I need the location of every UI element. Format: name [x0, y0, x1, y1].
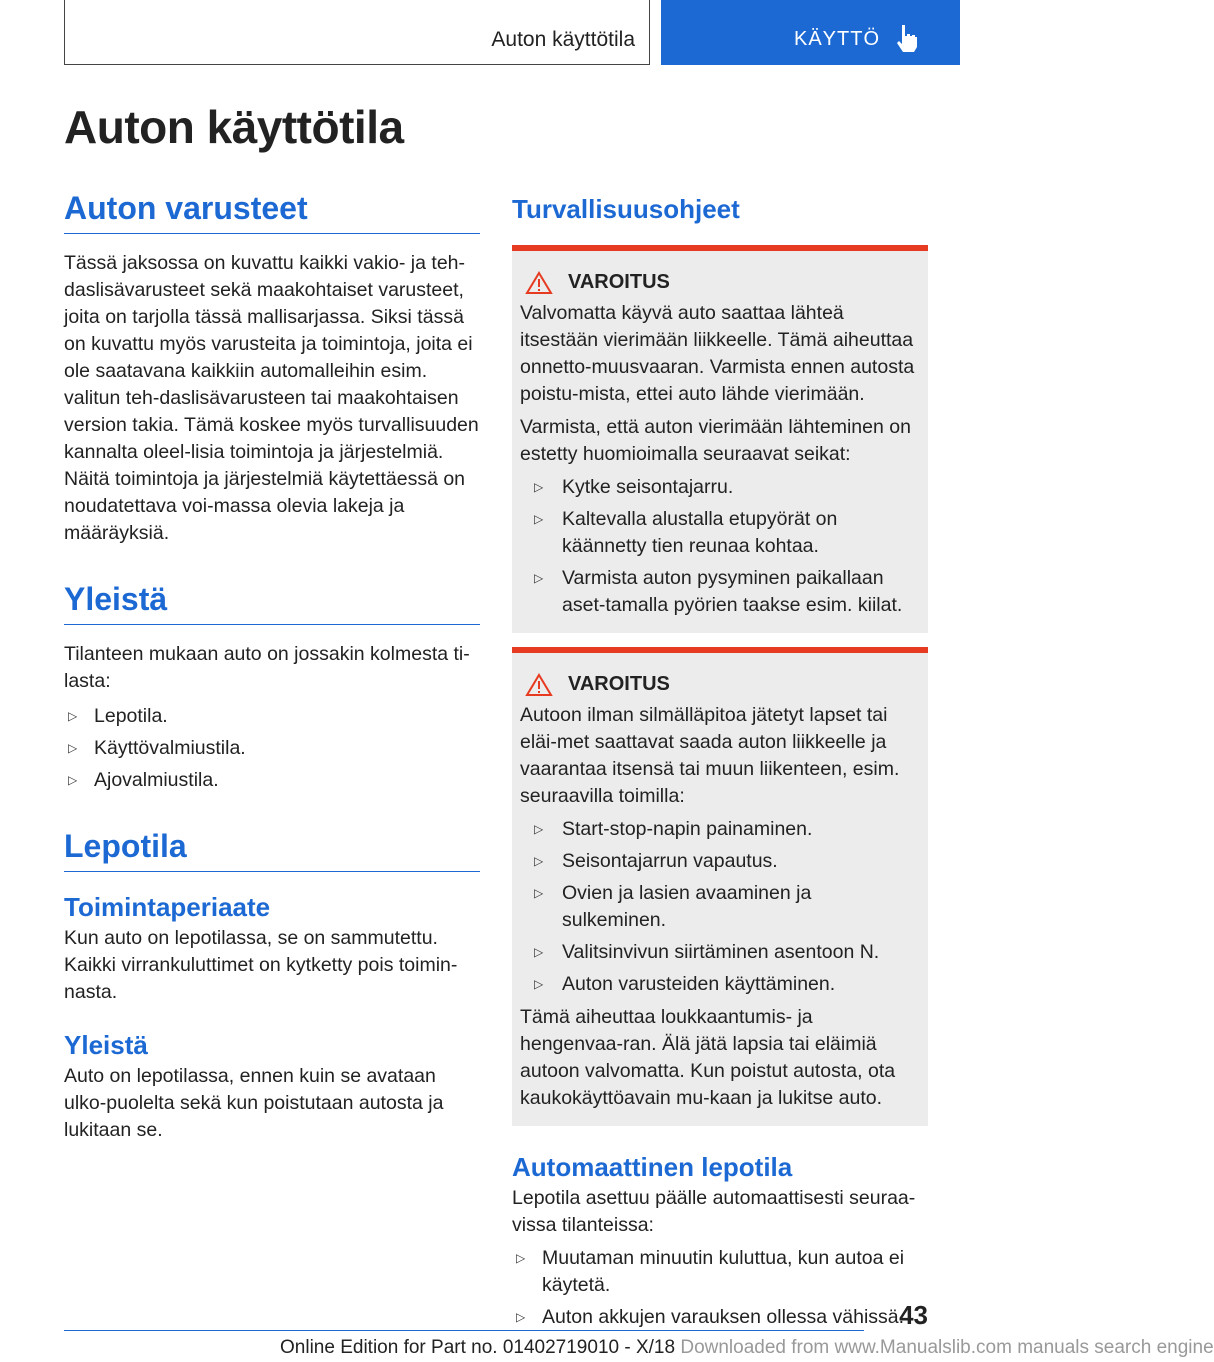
heading-rest: Lepotila [64, 828, 480, 872]
warning-title-1: VAROITUS [520, 271, 920, 294]
header-chapter-title: KÄYTTÖ [794, 28, 881, 50]
warning2-list [520, 816, 920, 998]
list-item: ▷ Varmista auton pysyminen paikallaan aset-tamalla pyörien taakse esim. kiilat. [520, 565, 920, 619]
heading-equipment: Auton varusteet [64, 190, 480, 234]
auto-rest-intro: Lepotila asettuu päälle automaattisesti seuraa-vissa tilanteissa: [512, 1187, 916, 1236]
warning2-text2: Tämä aiheuttaa loukkaantumis- ja hengenvaa-ran. Älä jätä lapsia tai eläimiä autoon valvomatta. Kun poistut autosta, ota kaukokäyttöavain mu-kaan ja lukitse auto. [520, 1006, 896, 1109]
list-item: ▷ Auton akkujen varauksen ollessa vähissä. [512, 1304, 928, 1331]
list-item: ▷ Kytke seisontajarru. [520, 474, 920, 501]
header-section-title: Auton käyttötila [491, 28, 635, 51]
equipment-text: Tässä jaksossa on kuvattu kaikki vakio- ja teh-daslisävarusteet sekä maakohtaiset varusteet, joita on tarjolla tässä mallisarjassa. Siksi tässä on kuvattu myös varusteita ja toimintoja, joita ei ole saatavana kaikkiin automalleihin esim. valitun teh-daslisävarusteen tai maakohtaisen version takia. Tämä koskee myös turvallisuuden kannalta oleel-lisia toimintoja ja järjestelmiä. Näitä toimintoja ja järjestelmiä käytettäessä on noudatettava voi-massa olevia lakeja ja määräyksiä. [64, 252, 479, 544]
list-item: ▷ Lepotila. [64, 703, 480, 730]
warning-triangle-icon [526, 674, 552, 696]
list-item: ▷ Auton varusteiden käyttäminen. [520, 971, 920, 998]
rest-general-text: Auto on lepotilassa, ennen kuin se avataan ulko-puolelta sekä kun poistutaan autosta ja lukitaan se. [64, 1065, 444, 1141]
footer-watermark[interactable]: Downloaded from www.Manualslib.com manuals search engine [680, 1337, 1214, 1358]
list-item: ▷ Kaltevalla alustalla etupyörät on käännetty tien reunaa kohtaa. [520, 506, 920, 560]
pointing-hand-icon [895, 23, 919, 53]
list-item: ▷ Käyttövalmiustila. [64, 735, 480, 762]
list-item: ▷ Muutaman minuutin kuluttua, kun autoa ei käytetä. [512, 1245, 928, 1299]
warning1-text2: Varmista, että auton vierimään lähteminen on estetty huomioimalla seuraavat seikat: [520, 416, 911, 465]
warning-title-2: VAROITUS [520, 673, 920, 696]
list-item: ▷ Valitsinvivun siirtäminen asentoon N. [520, 939, 920, 966]
heading-rest-general: Yleistä [64, 1030, 148, 1060]
heading-auto-rest: Automaattinen lepotila [512, 1152, 793, 1182]
general-list [64, 703, 480, 794]
header-chapter-tab[interactable] [661, 0, 960, 65]
list-item: ▷ Start-stop-napin painaminen. [520, 816, 920, 843]
footer-divider [64, 1330, 864, 1331]
warning1-list [520, 474, 920, 619]
principle-text: Kun auto on lepotilassa, se on sammutettu. Kaikki virrankuluttimet on kytketty pois toimin-nasta. [64, 927, 458, 1003]
page-title: Auton käyttötila [64, 101, 404, 153]
list-item: ▷ Seisontajarrun vapautus. [520, 848, 920, 875]
header-section-box [64, 0, 650, 65]
left-column [64, 190, 480, 1144]
warning-triangle-icon [526, 272, 552, 294]
page-number: 43 [899, 1300, 928, 1330]
warning1-text1: Valvomatta käyvä auto saattaa lähteä itsestään vierimään liikkeelle. Tämä aiheuttaa onnetto-muusvaaran. Varmista ennen autosta poistu-mista, ettei auto lähde vierimään. [520, 302, 915, 405]
warning-box-1 [512, 245, 928, 633]
footer-edition: Online Edition for Part no. 01402719010 - X/18 Downloaded from www.Manualslib.com manuals search engine [280, 1337, 1214, 1358]
right-column [512, 190, 928, 1331]
auto-rest-list [512, 1245, 928, 1331]
heading-general: Yleistä [64, 581, 480, 625]
warning-box-2 [512, 647, 928, 1126]
list-item: ▷ Ovien ja lasien avaaminen ja sulkeminen. [520, 880, 920, 934]
heading-safety: Turvallisuusohjeet [512, 194, 740, 224]
list-item: ▷ Ajovalmiustila. [64, 767, 480, 794]
warning2-text1: Autoon ilman silmälläpitoa jätetyt lapset tai eläi-met saattavat saada auton liikkeelle ja vaarantaa itsensä tai muun liikenteen, esim. seuraavilla toimilla: [520, 704, 900, 807]
general-intro: Tilanteen mukaan auto on jossakin kolmesta ti-lasta: [64, 643, 470, 692]
heading-principle: Toimintaperiaate [64, 892, 271, 922]
